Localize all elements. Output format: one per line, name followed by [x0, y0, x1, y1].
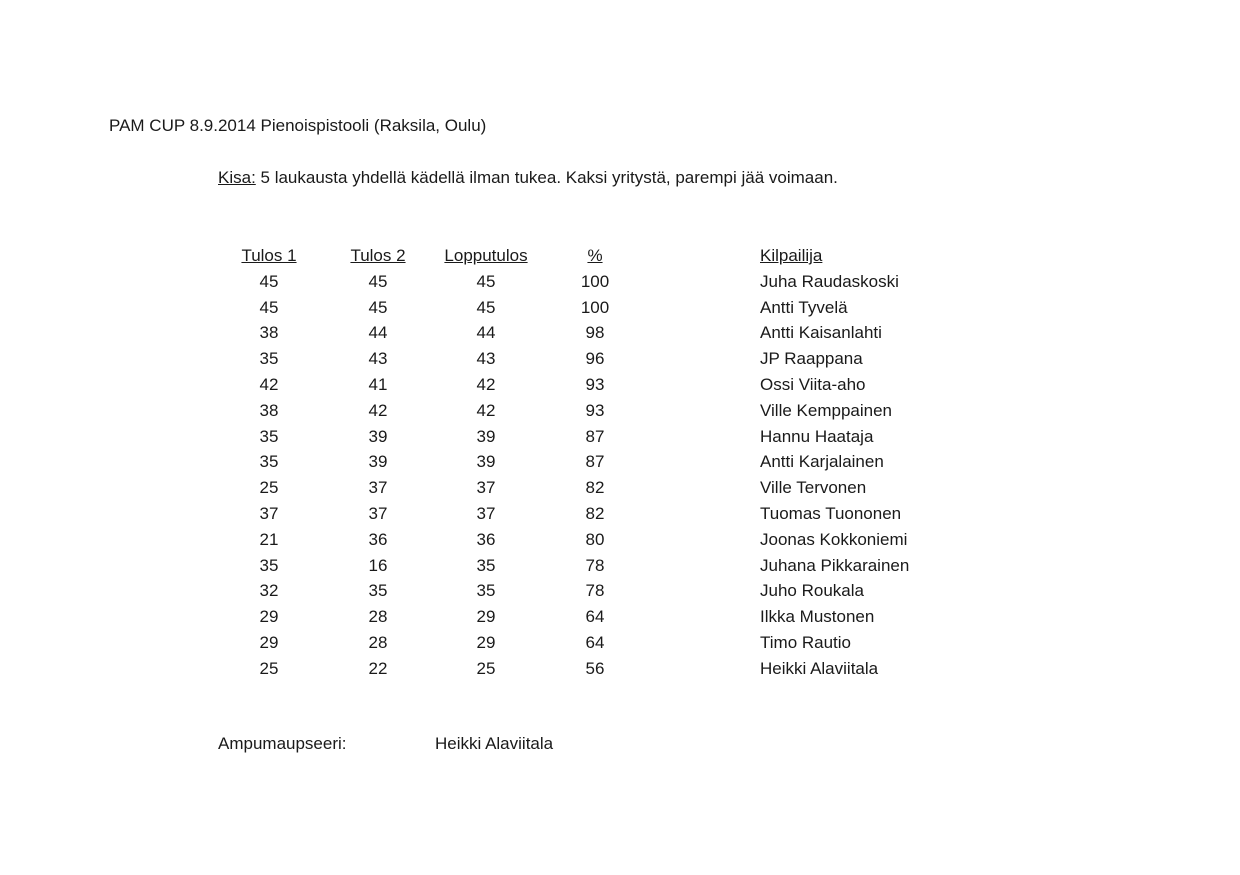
- table-row: [0, 295, 1240, 321]
- table-row: [0, 604, 1240, 630]
- cell-kilpailija: Juho Roukala: [760, 581, 864, 601]
- cell-kilpailija: Ilkka Mustonen: [760, 607, 875, 627]
- cell-kilpailija: Antti Tyvelä: [760, 297, 848, 317]
- cell-tulos1: 38: [259, 400, 279, 420]
- cell-kilpailija: Hannu Haataja: [760, 426, 874, 446]
- cell-lopputulos: 45: [476, 297, 496, 317]
- cell-tulos2: 41: [368, 374, 388, 394]
- cell-percent: 100: [580, 297, 610, 317]
- cell-tulos1: 42: [259, 374, 279, 394]
- header-tulos2: Tulos 2: [350, 246, 406, 265]
- table-row: [0, 656, 1240, 682]
- cell-lopputulos: 29: [476, 607, 496, 627]
- cell-tulos2: 39: [368, 426, 388, 446]
- cell-lopputulos: 42: [476, 374, 496, 394]
- cell-tulos1: 35: [259, 349, 279, 369]
- cell-tulos1: 37: [259, 503, 279, 523]
- footer-value: Heikki Alaviitala: [435, 734, 554, 753]
- cell-lopputulos: 36: [476, 529, 496, 549]
- header-percent: %: [587, 246, 603, 265]
- cell-kilpailija: Ville Kemppainen: [760, 400, 892, 420]
- cell-percent: 100: [580, 271, 610, 291]
- cell-kilpailija: Ossi Viita-aho: [760, 374, 866, 394]
- cell-tulos2: 45: [368, 297, 388, 317]
- cell-percent: 93: [585, 374, 605, 394]
- cell-tulos2: 16: [368, 555, 388, 575]
- table-header-row: [0, 243, 1240, 269]
- cell-kilpailija: Antti Karjalainen: [760, 452, 884, 472]
- cell-kilpailija: Tuomas Tuononen: [760, 503, 902, 523]
- cell-kilpailija: JP Raappana: [760, 349, 863, 369]
- cell-percent: 98: [585, 323, 605, 343]
- cell-percent: 82: [585, 503, 605, 523]
- cell-tulos2: 22: [368, 658, 388, 678]
- cell-tulos1: 25: [259, 478, 279, 498]
- cell-lopputulos: 39: [476, 452, 496, 472]
- cell-tulos1: 35: [259, 452, 279, 472]
- cell-lopputulos: 37: [476, 478, 496, 498]
- cell-tulos2: 28: [368, 632, 388, 652]
- cell-percent: 87: [585, 452, 605, 472]
- cell-percent: 56: [585, 658, 605, 678]
- cell-lopputulos: 42: [476, 400, 496, 420]
- table-row: [0, 372, 1240, 398]
- cell-tulos1: 21: [259, 529, 279, 549]
- cell-kilpailija: Heikki Alaviitala: [760, 658, 879, 678]
- cell-tulos2: 45: [368, 271, 388, 291]
- cell-kilpailija: Timo Rautio: [760, 632, 852, 652]
- cell-kilpailija: Juha Raudaskoski: [760, 271, 899, 291]
- table-row: [0, 398, 1240, 424]
- cell-lopputulos: 35: [476, 555, 496, 575]
- cell-percent: 64: [585, 607, 605, 627]
- competition-rules: [218, 168, 838, 188]
- table-body: [0, 269, 1240, 682]
- cell-tulos1: 45: [259, 271, 279, 291]
- cell-kilpailija: Antti Kaisanlahti: [760, 323, 882, 343]
- cell-lopputulos: 43: [476, 349, 496, 369]
- cell-percent: 64: [585, 632, 605, 652]
- document-title: PAM CUP 8.9.2014 Pienoispistooli (Raksila, Oulu): [109, 116, 487, 135]
- cell-tulos2: 42: [368, 400, 388, 420]
- cell-tulos1: 29: [259, 632, 279, 652]
- cell-tulos2: 37: [368, 478, 388, 498]
- table-row: [0, 449, 1240, 475]
- cell-tulos2: 28: [368, 607, 388, 627]
- cell-kilpailija: Ville Tervonen: [760, 478, 867, 498]
- cell-percent: 80: [585, 529, 605, 549]
- cell-tulos1: 35: [259, 426, 279, 446]
- cell-tulos2: 39: [368, 452, 388, 472]
- table-row: [0, 553, 1240, 579]
- table-row: [0, 475, 1240, 501]
- header-tulos1: Tulos 1: [241, 246, 297, 265]
- cell-kilpailija: Joonas Kokkoniemi: [760, 529, 908, 549]
- cell-tulos1: 35: [259, 555, 279, 575]
- table-row: [0, 424, 1240, 450]
- header-kilpailija: Kilpailija: [760, 246, 823, 265]
- cell-lopputulos: 29: [476, 632, 496, 652]
- cell-tulos2: 36: [368, 529, 388, 549]
- rules-text: 5 laukausta yhdellä kädellä ilman tukea. Kaksi yritystä, parempi jää voimaan.: [255, 168, 838, 187]
- cell-lopputulos: 44: [476, 323, 496, 343]
- table-row: [0, 320, 1240, 346]
- cell-tulos1: 45: [259, 297, 279, 317]
- cell-percent: 78: [585, 581, 605, 601]
- cell-tulos1: 38: [259, 323, 279, 343]
- cell-lopputulos: 37: [476, 503, 496, 523]
- cell-lopputulos: 25: [476, 658, 496, 678]
- cell-kilpailija: Juhana Pikkarainen: [760, 555, 910, 575]
- cell-percent: 82: [585, 478, 605, 498]
- rules-label: Kisa:: [218, 168, 256, 187]
- results-table: [0, 243, 1240, 682]
- cell-tulos2: 44: [368, 323, 388, 343]
- cell-tulos1: 29: [259, 607, 279, 627]
- table-row: [0, 269, 1240, 295]
- cell-lopputulos: 45: [476, 271, 496, 291]
- table-row: [0, 346, 1240, 372]
- cell-percent: 96: [585, 349, 605, 369]
- cell-percent: 93: [585, 400, 605, 420]
- table-row: [0, 630, 1240, 656]
- table-row: [0, 527, 1240, 553]
- cell-tulos2: 37: [368, 503, 388, 523]
- cell-tulos2: 35: [368, 581, 388, 601]
- table-row: [0, 501, 1240, 527]
- cell-percent: 78: [585, 555, 605, 575]
- table-row: [0, 578, 1240, 604]
- cell-tulos1: 25: [259, 658, 279, 678]
- header-lopputulos: Lopputulos: [444, 246, 528, 265]
- footer-label: Ampumaupseeri:: [218, 734, 347, 753]
- cell-tulos2: 43: [368, 349, 388, 369]
- cell-lopputulos: 35: [476, 581, 496, 601]
- cell-tulos1: 32: [259, 581, 279, 601]
- cell-lopputulos: 39: [476, 426, 496, 446]
- cell-percent: 87: [585, 426, 605, 446]
